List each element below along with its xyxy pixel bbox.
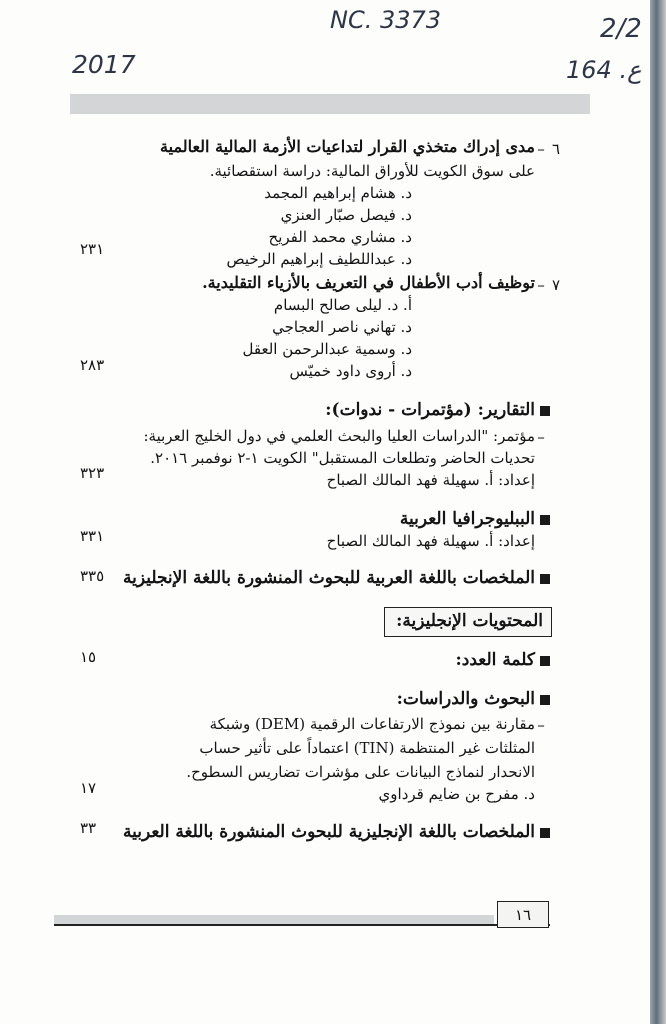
item-6-title-line2: على سوق الكويت للأوراق المالية: دراسة استقصائية. (209, 162, 535, 180)
english-contents-box (384, 607, 552, 637)
item-7-number: ٧ (551, 276, 561, 294)
editorial-bullet (540, 656, 550, 666)
english-contents-title: المحتويات الإنجليزية: (396, 611, 543, 631)
handwritten-year: 2017 (72, 50, 136, 79)
bibliography-page: ٣٣١ (80, 527, 105, 545)
editorial-page: ١٥ (80, 648, 97, 666)
item-6-number: ٦ (551, 140, 561, 158)
item-6-author-1: د. هشام إبراهيم المجمد (264, 184, 412, 202)
item-6-author-3: د. مشاري محمد الفريح (268, 228, 412, 246)
item-6-title-line1: مدى إدراك متخذي القرار لتداعيات الأزمة المالية العالمية (160, 137, 535, 156)
scanner-edge (650, 0, 666, 1024)
item-7-author-4: د. أروى داود خميّس (289, 362, 412, 380)
bibliography-heading: الببليوجرافيا العربية (399, 509, 535, 529)
reports-line1: مؤتمر: "الدراسات العليا والبحث العلمي في دول الخليج العربية: (143, 427, 535, 445)
item-6-dash: – (537, 140, 545, 158)
handwritten-ref: 164 .ع (566, 56, 642, 84)
item-6-page: ٢٣١ (80, 240, 105, 258)
reports-heading: التقارير: (مؤتمرات - ندوات): (325, 400, 535, 420)
item-7-dash: – (537, 276, 545, 294)
arabic-abstracts-page: ٣٣٥ (80, 567, 105, 585)
page-number-box (497, 901, 549, 928)
item-7-author-1: أ. د. ليلى صالح البسام (273, 296, 412, 314)
reports-line2: تحديات الحاضر وتطلعات المستقبل" الكويت ١-٢ نوفمبر ٢٠١٦. (150, 449, 535, 467)
bibliography-prepared: إعداد: أ. سهيلة فهد المالك الصباح (326, 532, 535, 550)
research-bullet (540, 695, 550, 705)
item-6-author-4: د. عبداللطيف إبراهيم الرخيص (226, 250, 412, 268)
footer-bar (54, 915, 494, 924)
english-abstracts-heading: الملخصات باللغة الإنجليزية للبحوث المنشورة باللغة العربية (122, 822, 535, 842)
english-abstracts-page: ٣٣ (80, 819, 97, 837)
research-dash: – (537, 716, 545, 734)
handwritten-code: NC. 3373 (330, 6, 442, 34)
arabic-abstracts-heading: الملخصات باللغة العربية للبحوث المنشورة باللغة الإنجليزية (122, 568, 535, 588)
item-6-author-2: د. فيصل صبّار العنزي (280, 206, 412, 224)
arabic-abstracts-bullet (540, 574, 550, 584)
handwritten-fraction: 2/2 (600, 14, 642, 44)
item-7-author-3: د. وسمية عبدالرحمن العقل (242, 340, 412, 358)
english-abstracts-bullet (540, 828, 550, 838)
reports-prepared: إعداد: أ. سهيلة فهد المالك الصباح (326, 471, 535, 489)
item-7-page: ٢٨٣ (80, 356, 105, 374)
reports-page: ٣٢٣ (80, 464, 105, 482)
item-7-title: توظيف أدب الأطفال في التعريف بالأزياء التقليدية. (202, 273, 535, 292)
research-author: د. مفرح بن ضايم قرداوي (378, 785, 535, 803)
header-bar (70, 94, 590, 114)
bibliography-bullet (540, 515, 550, 525)
footer-rule (54, 924, 550, 926)
research-line1: مقارنة بين نموذج الارتفاعات الرقمية (DEM) وشبكة (209, 715, 535, 733)
page-number: ١٦ (514, 905, 532, 924)
research-line3: الانحدار لنماذج البيانات على مؤشرات تضاريس السطوح. (186, 763, 535, 781)
item-7-author-2: د. تهاني ناصر العجاجي (272, 318, 412, 336)
reports-bullet (540, 406, 550, 416)
research-line2: المثلثات غير المنتظمة (TIN) اعتماداً على تأثير حساب (199, 739, 535, 757)
research-page: ١٧ (80, 779, 97, 797)
research-heading: البحوث والدراسات: (396, 689, 535, 709)
editorial-heading: كلمة العدد: (455, 650, 535, 670)
reports-dash: – (537, 428, 545, 446)
